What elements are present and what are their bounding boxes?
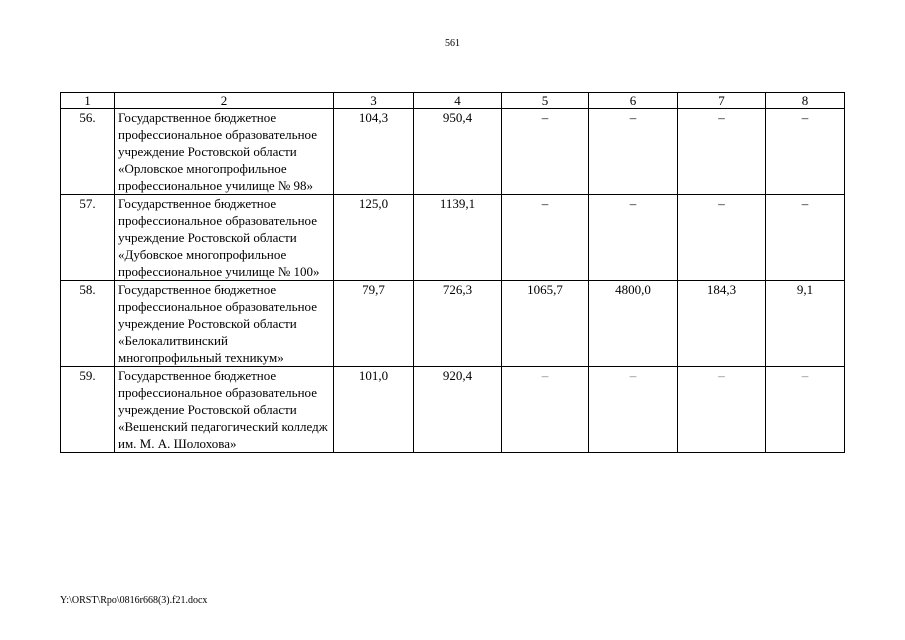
cell-col-3: 79,7 xyxy=(334,281,414,367)
cell-col-5: – xyxy=(502,195,589,281)
cell-col-6: 4800,0 xyxy=(589,281,678,367)
column-header: 5 xyxy=(502,93,589,109)
cell-col-8: – xyxy=(766,195,845,281)
budget-table xyxy=(60,92,845,453)
cell-col-4: 726,3 xyxy=(414,281,502,367)
cell-col-6: – xyxy=(589,367,678,453)
cell-col-3: 104,3 xyxy=(334,109,414,195)
table-header-row xyxy=(61,93,845,109)
file-path-footer: Y:\ORST\Rpo\0816r668(3).f21.docx xyxy=(60,595,208,606)
table-row xyxy=(61,281,845,367)
row-number: 57. xyxy=(61,195,115,281)
cell-col-4: 1139,1 xyxy=(414,195,502,281)
column-header: 8 xyxy=(766,93,845,109)
page-number: 561 xyxy=(445,38,460,49)
column-header: 2 xyxy=(115,93,334,109)
column-header: 3 xyxy=(334,93,414,109)
institution-name: Государственное бюджетное профессиональное образовательное учреждение Ростовской области «Дубовское многопрофильное профессиональное училище № 100» xyxy=(115,195,334,281)
institution-name: Государственное бюджетное профессиональное образовательное учреждение Ростовской области «Белокалитвинский многопрофильный техникум» xyxy=(115,281,334,367)
cell-col-3: 101,0 xyxy=(334,367,414,453)
column-header: 6 xyxy=(589,93,678,109)
cell-col-8: – xyxy=(766,367,845,453)
cell-col-8: 9,1 xyxy=(766,281,845,367)
cell-col-7: – xyxy=(678,109,766,195)
row-number: 58. xyxy=(61,281,115,367)
cell-col-6: – xyxy=(589,109,678,195)
table-row xyxy=(61,109,845,195)
cell-col-7: – xyxy=(678,367,766,453)
institution-name: Государственное бюджетное профессиональное образовательное учреждение Ростовской области «Орловское многопрофильное профессиональное училище № 98» xyxy=(115,109,334,195)
cell-col-5: 1065,7 xyxy=(502,281,589,367)
row-number: 56. xyxy=(61,109,115,195)
cell-col-4: 920,4 xyxy=(414,367,502,453)
column-header: 7 xyxy=(678,93,766,109)
cell-col-8: – xyxy=(766,109,845,195)
institution-name: Государственное бюджетное профессиональное образовательное учреждение Ростовской области «Вешенский педагогический колледж им. М. А. Шолохова» xyxy=(115,367,334,453)
table-row xyxy=(61,367,845,453)
cell-col-3: 125,0 xyxy=(334,195,414,281)
cell-col-6: – xyxy=(589,195,678,281)
column-header: 4 xyxy=(414,93,502,109)
table-row xyxy=(61,195,845,281)
cell-col-4: 950,4 xyxy=(414,109,502,195)
cell-col-7: 184,3 xyxy=(678,281,766,367)
cell-col-7: – xyxy=(678,195,766,281)
row-number: 59. xyxy=(61,367,115,453)
cell-col-5: – xyxy=(502,109,589,195)
cell-col-5: – xyxy=(502,367,589,453)
column-header: 1 xyxy=(61,93,115,109)
